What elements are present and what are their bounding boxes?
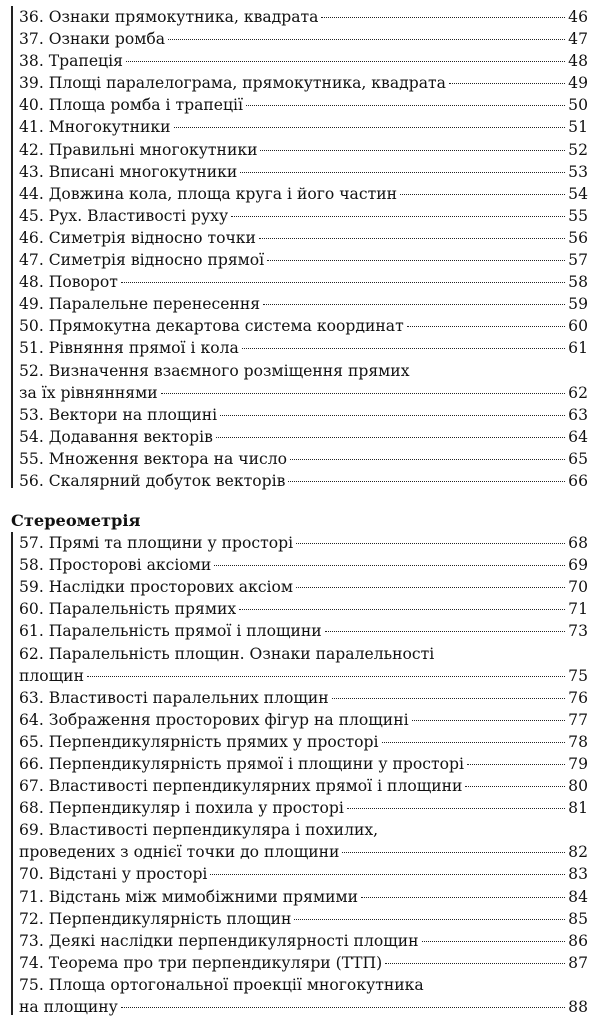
toc-entry-row	[11, 6, 588, 28]
toc-page-number: 82	[568, 843, 588, 862]
toc-entry-title: 71. Відстань між мимобіжними прямими	[19, 887, 359, 906]
dot-leader	[321, 17, 565, 18]
toc-entry-row	[11, 797, 588, 819]
toc-entry-title: 46. Симетрія відносно точки	[19, 228, 256, 247]
toc-entry[interactable]	[11, 404, 588, 426]
toc-entry[interactable]	[11, 470, 588, 492]
toc-entry-row	[11, 116, 588, 138]
dot-leader	[121, 282, 565, 283]
toc-entry-row	[11, 249, 588, 271]
toc-entry[interactable]	[11, 819, 588, 863]
toc-entry-row	[11, 996, 588, 1018]
toc-entry[interactable]	[11, 974, 588, 1018]
dot-leader	[161, 393, 566, 394]
toc-entry-row	[11, 470, 588, 492]
toc-entry[interactable]	[11, 797, 588, 819]
toc-entry-row	[11, 72, 588, 94]
toc-entry[interactable]	[11, 620, 588, 642]
dot-leader	[242, 348, 565, 349]
dot-leader	[126, 61, 565, 62]
toc-entry-row	[11, 183, 588, 205]
toc-page-number: 62	[568, 383, 588, 402]
toc-entry-title: 43. Вписані многокутники	[19, 162, 238, 181]
toc-entry[interactable]	[11, 360, 588, 404]
toc-entry-title: 67. Властивості перпендикулярних прямої і площини	[19, 777, 463, 796]
toc-entry-row	[11, 598, 588, 620]
toc-entry-row	[11, 554, 588, 576]
toc-page-number: 85	[568, 909, 588, 928]
dot-leader	[296, 587, 565, 588]
toc-entry-title: на площину	[19, 998, 118, 1017]
dot-leader	[465, 786, 565, 787]
toc-entry-row	[11, 863, 588, 885]
toc-entry-row	[11, 665, 588, 687]
toc-entry[interactable]	[11, 426, 588, 448]
toc-entry-title: 50. Прямокутна декартова система координат	[19, 317, 404, 336]
toc-entry[interactable]	[11, 249, 588, 271]
toc-page-number: 63	[568, 405, 588, 424]
dot-leader	[216, 437, 565, 438]
dot-leader	[412, 720, 566, 721]
dot-leader	[239, 609, 565, 610]
toc-entry-row	[11, 426, 588, 448]
toc-entry[interactable]	[11, 532, 588, 554]
toc-entry-title: 64. Зображення просторових фігур на площині	[19, 710, 409, 729]
toc-page-number: 78	[568, 732, 588, 751]
toc-page-number: 73	[568, 622, 588, 641]
toc-page-number: 60	[568, 317, 588, 336]
toc-page-number: 54	[568, 184, 588, 203]
toc-entry-title-line1: 52. Визначення взаємного розміщення прямих	[19, 361, 410, 380]
toc-entry[interactable]	[11, 28, 588, 50]
toc-entry-title: 45. Рух. Властивості руху	[19, 206, 229, 225]
toc-page-number: 49	[568, 74, 588, 93]
toc-entry-title: 47. Симетрія відносно прямої	[19, 251, 265, 270]
dot-leader	[422, 941, 566, 942]
toc-entry-row	[11, 227, 588, 249]
toc-entry-row	[11, 908, 588, 930]
toc-entry[interactable]	[11, 598, 588, 620]
dot-leader	[240, 172, 565, 173]
toc-entry[interactable]	[11, 775, 588, 797]
toc-page-number: 88	[568, 998, 588, 1017]
toc-page-number: 83	[568, 865, 588, 884]
toc-entry[interactable]	[11, 709, 588, 731]
toc-entry[interactable]	[11, 886, 588, 908]
dot-leader	[259, 238, 565, 239]
dot-leader	[210, 874, 565, 875]
toc-entry-row	[11, 271, 588, 293]
toc-entry[interactable]	[11, 6, 588, 28]
toc-list-stereometry	[11, 532, 588, 1018]
toc-entry[interactable]	[11, 643, 588, 687]
toc-entry[interactable]	[11, 908, 588, 930]
toc-entry[interactable]	[11, 94, 588, 116]
dot-leader	[342, 852, 565, 853]
toc-entry[interactable]	[11, 315, 588, 337]
toc-entry-title: 68. Перпендикуляр і похила у просторі	[19, 799, 344, 818]
toc-page-number: 55	[568, 206, 588, 225]
toc-entry-row	[11, 161, 588, 183]
toc-entry-row	[11, 709, 588, 731]
toc-entry[interactable]	[11, 183, 588, 205]
toc-entry-row	[11, 28, 588, 50]
toc-entry-row	[11, 337, 588, 359]
dot-leader	[288, 481, 565, 482]
toc-entry-row	[11, 404, 588, 426]
toc-entry[interactable]	[11, 930, 588, 952]
toc-page-number: 56	[568, 228, 588, 247]
dot-leader	[87, 676, 565, 677]
toc-page-number: 64	[568, 427, 588, 446]
dot-leader	[449, 83, 565, 84]
toc-entry-row	[11, 94, 588, 116]
toc-entry[interactable]	[11, 753, 588, 775]
toc-page-number: 68	[568, 534, 588, 553]
toc-page-number: 58	[568, 273, 588, 292]
toc-entry-title: 41. Многокутники	[19, 118, 171, 137]
toc-page-number: 53	[568, 162, 588, 181]
toc-entry-title: 44. Довжина кола, площа круга і його частин	[19, 184, 397, 203]
toc-entry-title: 73. Деякі наслідки перпендикулярності площин	[19, 931, 419, 950]
toc-entry-title: за їх рівняннями	[19, 383, 158, 402]
toc-entry-row	[11, 930, 588, 952]
toc-page-number: 77	[568, 710, 588, 729]
toc-entry[interactable]	[11, 687, 588, 709]
dot-leader	[400, 194, 565, 195]
toc-entry-title: 38. Трапеція	[19, 52, 123, 71]
toc-page-number: 71	[568, 600, 588, 619]
toc-entry[interactable]	[11, 205, 588, 227]
toc-entry-title: проведених з однієї точки до площини	[19, 843, 340, 862]
toc-page-number: 84	[568, 887, 588, 906]
toc-entry-title: 54. Додавання векторів	[19, 427, 213, 446]
toc-page-number: 61	[568, 339, 588, 358]
toc-entry-title: 42. Правильні многокутники	[19, 140, 258, 159]
toc-page-number: 57	[568, 251, 588, 270]
section-heading-stereometry: Стереометрія	[11, 511, 141, 531]
toc-entry[interactable]	[11, 952, 588, 974]
toc-entry[interactable]	[11, 139, 588, 161]
toc-entry[interactable]	[11, 863, 588, 885]
toc-entry-title: площин	[19, 666, 84, 685]
toc-entry-title: 72. Перпендикулярність площин	[19, 909, 292, 928]
toc-page-number: 52	[568, 140, 588, 159]
toc-entry-row	[11, 952, 588, 974]
toc-entry-title: 57. Прямі та площини у просторі	[19, 534, 294, 553]
toc-entry[interactable]	[11, 116, 588, 138]
dot-leader	[325, 631, 566, 632]
toc-page-number: 75	[568, 666, 588, 685]
toc-entry-row	[11, 620, 588, 642]
toc-page-number: 66	[568, 471, 588, 490]
toc-entry-title: 70. Відстані у просторі	[19, 865, 208, 884]
toc-page-number: 81	[568, 799, 588, 818]
toc-entry-title: 36. Ознаки прямокутника, квадрата	[19, 8, 319, 26]
dot-leader	[385, 963, 565, 964]
toc-entry-title: 59. Наслідки просторових аксіом	[19, 578, 294, 597]
toc-entry-row	[11, 205, 588, 227]
toc-page-number: 51	[568, 118, 588, 137]
toc-entry-row	[11, 687, 588, 709]
toc-entry-title: 56. Скалярний добуток векторів	[19, 471, 286, 490]
toc-page-number: 69	[568, 556, 588, 575]
toc-entry[interactable]	[11, 731, 588, 753]
dot-leader	[294, 919, 565, 920]
toc-page-number: 76	[568, 688, 588, 707]
toc-page-number: 80	[568, 777, 588, 796]
dot-leader	[246, 105, 565, 106]
toc-entry-title: 37. Ознаки ромба	[19, 30, 166, 49]
toc-entry[interactable]	[11, 576, 588, 598]
toc-entry[interactable]	[11, 337, 588, 359]
dot-leader	[263, 304, 565, 305]
toc-entry-row	[11, 532, 588, 554]
toc-entry[interactable]	[11, 227, 588, 249]
toc-page-number: 79	[568, 755, 588, 773]
toc-entry[interactable]	[11, 554, 588, 576]
toc-entry-title: 48. Поворот	[19, 273, 118, 292]
toc-entry-title: 66. Перпендикулярність прямої і площини у просторі	[19, 755, 464, 773]
dot-leader	[467, 764, 565, 765]
dot-leader	[332, 698, 566, 699]
dot-leader	[168, 39, 565, 40]
toc-entry-title: 58. Просторові аксіоми	[19, 556, 212, 575]
toc-entry-row	[11, 448, 588, 470]
toc-entry-title: 55. Множення вектора на число	[19, 449, 288, 468]
dot-leader	[260, 150, 565, 151]
toc-entry-row	[11, 886, 588, 908]
toc-entry-title-line1: 75. Площа ортогональної проекції многокутника	[19, 975, 424, 994]
dot-leader	[361, 897, 565, 898]
toc-entry-row	[11, 382, 588, 404]
toc-page-number: 86	[568, 931, 588, 950]
dot-leader	[407, 326, 565, 327]
dot-leader	[382, 742, 566, 743]
dot-leader	[121, 1007, 565, 1008]
toc-entry-title: 39. Площі паралелограма, прямокутника, квадрата	[19, 74, 446, 93]
toc-entry[interactable]	[11, 72, 588, 94]
toc-entry-title-line1: 69. Властивості перпендикуляра і похилих,	[19, 821, 379, 840]
toc-entry-row	[11, 576, 588, 598]
toc-entry-title: 60. Паралельність прямих	[19, 600, 237, 619]
toc-page-number: 70	[568, 578, 588, 597]
toc-entry-row	[11, 841, 588, 863]
toc-page-number: 87	[568, 953, 588, 972]
toc-entry-title-line1: 62. Паралельність площин. Ознаки паралельності	[19, 644, 435, 663]
toc-entry-row	[11, 775, 588, 797]
toc-entry[interactable]	[11, 161, 588, 183]
dot-leader	[347, 808, 565, 809]
toc-page-number: 47	[568, 30, 588, 49]
dot-leader	[296, 543, 565, 544]
toc-entry-title: 49. Паралельне перенесення	[19, 295, 261, 314]
toc-entry-row	[11, 753, 588, 775]
dot-leader	[231, 216, 565, 217]
toc-page-number: 46	[568, 8, 588, 26]
toc-page-number: 59	[568, 295, 588, 314]
toc-entry-title: 51. Рівняння прямої і кола	[19, 339, 239, 358]
toc-page-number: 48	[568, 52, 588, 71]
dot-leader	[174, 127, 566, 128]
dot-leader	[267, 260, 565, 261]
toc-entry-row	[11, 139, 588, 161]
toc-list-planimetry	[11, 6, 588, 492]
toc-entry-title: 53. Вектори на площині	[19, 405, 218, 424]
toc-entry-row	[11, 731, 588, 753]
toc-entry-title: 74. Теорема про три перпендикуляри (ТТП)	[19, 953, 383, 972]
toc-entry-row	[11, 50, 588, 72]
dot-leader	[220, 415, 565, 416]
toc-entry-title: 61. Паралельність прямої і площини	[19, 622, 322, 641]
toc-entry[interactable]	[11, 448, 588, 470]
toc-entry-title: 63. Властивості паралельних площин	[19, 688, 329, 707]
toc-entry[interactable]	[11, 293, 588, 315]
toc-entry-row	[11, 293, 588, 315]
dot-leader	[290, 459, 565, 460]
toc-entry-row	[11, 315, 588, 337]
toc-entry[interactable]	[11, 271, 588, 293]
toc-entry[interactable]	[11, 50, 588, 72]
toc-entry-title: 40. Площа ромба і трапеції	[19, 96, 244, 115]
toc-page-number: 50	[568, 96, 588, 115]
toc-entry-title: 65. Перпендикулярність прямих у просторі	[19, 732, 379, 751]
toc-page-number: 65	[568, 449, 588, 468]
dot-leader	[214, 565, 565, 566]
